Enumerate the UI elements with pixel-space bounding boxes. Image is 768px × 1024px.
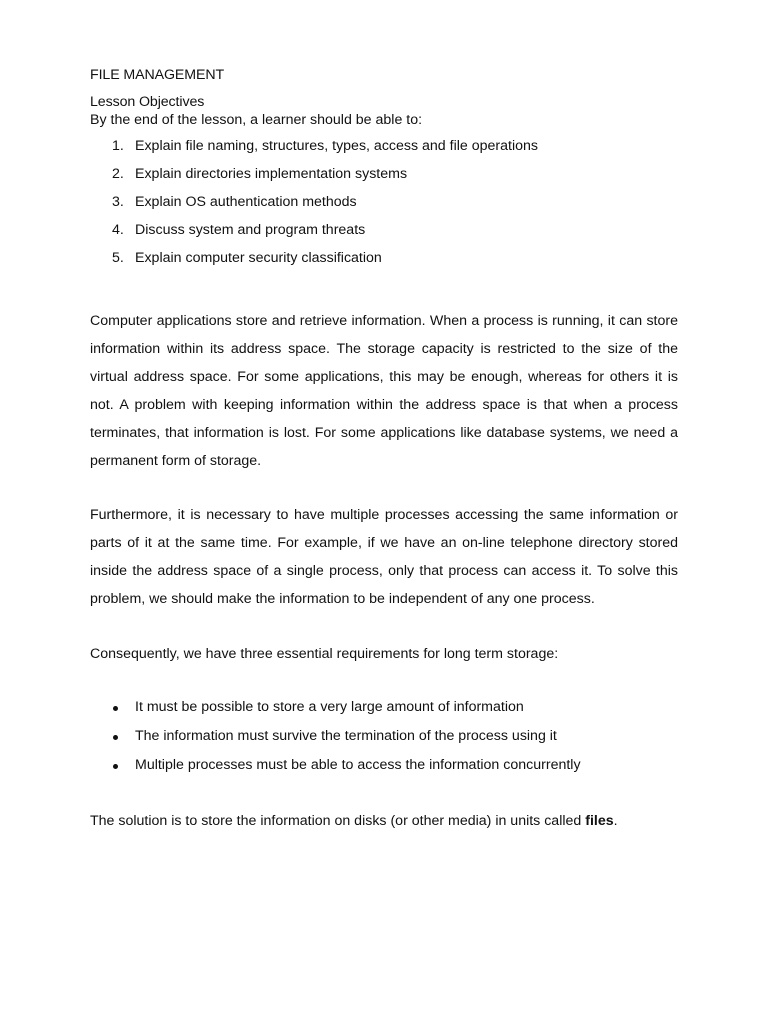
page-title: FILE MANAGEMENT <box>90 67 225 83</box>
body-paragraph: Computer applications store and retrieve information. When a process is running, it can store information within its address space. The storage capacity is restricted to the size of the virtual address space. For some applications, this may be enough, whereas for others it is not. A problem with keeping information within the address space is that when a process terminates, that information is lost. For some applications like database systems, we need a permanent form of storage. <box>90 313 678 469</box>
list-item-text: Multiple processes must be able to access the information concurrently <box>135 757 581 773</box>
list-item <box>90 726 678 755</box>
conclusion-text: The solution is to store the information on disks (or other media) in units called <box>90 813 586 829</box>
list-item-text: The information must survive the termination of the process using it <box>135 728 557 744</box>
list-number: 4. <box>112 222 124 238</box>
requirements-list <box>90 697 678 784</box>
list-item <box>90 697 678 726</box>
conclusion-paragraph <box>90 811 678 831</box>
bullet-icon <box>113 706 118 711</box>
conclusion-end: . <box>613 813 618 829</box>
intro-text: By the end of the lesson, a learner should be able to: <box>90 112 423 128</box>
bullet-icon <box>113 764 118 769</box>
objectives-list <box>90 136 678 276</box>
list-number: 5. <box>112 250 124 266</box>
bullet-icon <box>113 735 118 740</box>
list-item-text: Explain directories implementation systems <box>135 166 408 182</box>
list-number: 1. <box>112 138 124 154</box>
list-item <box>90 164 678 192</box>
list-item <box>90 755 678 784</box>
body-paragraph: Consequently, we have three essential requirements for long term storage: <box>90 646 559 662</box>
list-number: 3. <box>112 194 124 210</box>
body-paragraph: Furthermore, it is necessary to have multiple processes accessing the same information or parts of it at the same time. For example, if we have an on-line telephone directory stored inside the address space of a single process, only that process can access it. To solve this problem, we should make the information to be independent of any one process. <box>90 507 678 607</box>
list-item-text: Explain computer security classification <box>135 250 382 266</box>
list-item <box>90 136 678 164</box>
list-item <box>90 248 678 276</box>
highlighted-term: files <box>585 813 614 829</box>
list-item <box>90 192 678 220</box>
list-item-text: Discuss system and program threats <box>135 222 366 238</box>
list-item-text: Explain file naming, structures, types, access and file operations <box>135 138 538 154</box>
list-item <box>90 220 678 248</box>
list-number: 2. <box>112 166 124 182</box>
list-item-text: Explain OS authentication methods <box>135 194 357 210</box>
list-item-text: It must be possible to store a very large amount of information <box>135 699 524 715</box>
document-page <box>90 64 678 831</box>
section-heading: Lesson Objectives <box>90 94 205 110</box>
